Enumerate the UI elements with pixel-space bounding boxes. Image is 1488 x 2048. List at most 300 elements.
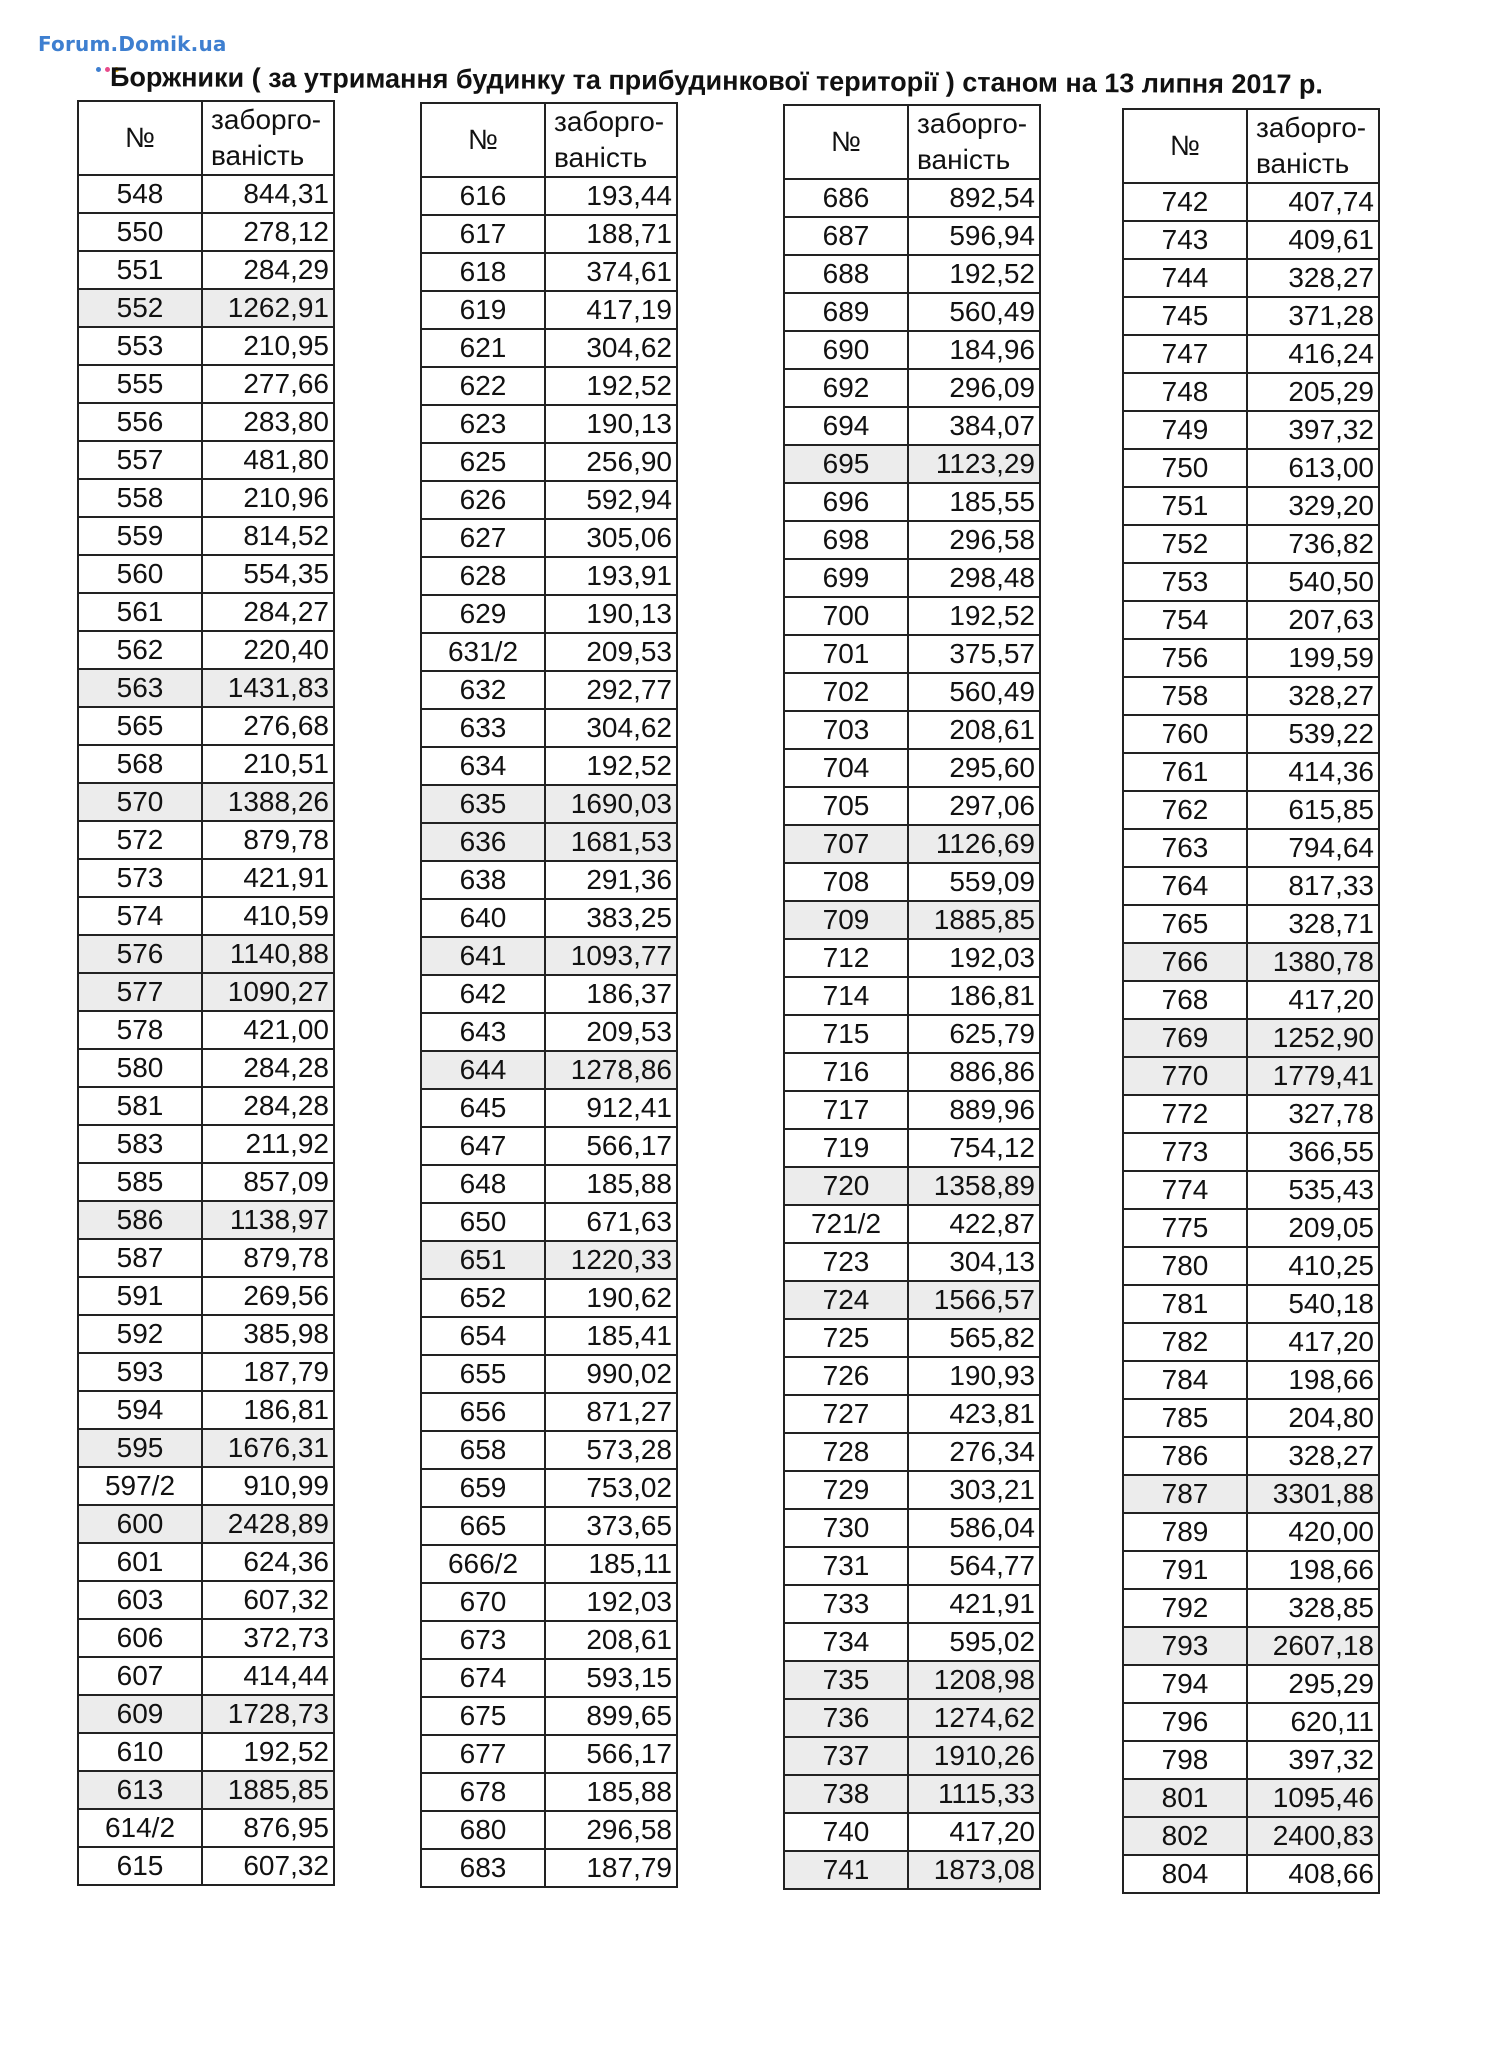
apartment-number: 597/2 bbox=[78, 1467, 202, 1505]
table-row bbox=[78, 403, 334, 441]
debt-amount: 421,00 bbox=[202, 1011, 334, 1049]
table-row bbox=[421, 1393, 677, 1431]
apartment-number: 568 bbox=[78, 745, 202, 783]
table-row bbox=[1123, 259, 1379, 297]
table-row bbox=[78, 669, 334, 707]
debt-amount: 414,44 bbox=[202, 1657, 334, 1695]
table-row bbox=[1123, 943, 1379, 981]
apartment-number: 574 bbox=[78, 897, 202, 935]
table-row bbox=[1123, 639, 1379, 677]
debt-amount: 817,33 bbox=[1247, 867, 1379, 905]
table-row bbox=[784, 635, 1040, 673]
debt-amount: 291,36 bbox=[545, 861, 677, 899]
table-row bbox=[1123, 1133, 1379, 1171]
table-row bbox=[784, 1851, 1040, 1889]
debt-amount: 295,29 bbox=[1247, 1665, 1379, 1703]
apartment-number: 613 bbox=[78, 1771, 202, 1809]
debt-amount: 373,65 bbox=[545, 1507, 677, 1545]
table-row bbox=[78, 1581, 334, 1619]
apartment-number: 738 bbox=[784, 1775, 908, 1813]
apartment-number: 690 bbox=[784, 331, 908, 369]
debt-amount: 607,32 bbox=[202, 1581, 334, 1619]
apartment-number: 751 bbox=[1123, 487, 1247, 525]
apartment-number: 780 bbox=[1123, 1247, 1247, 1285]
debt-amount: 185,88 bbox=[545, 1773, 677, 1811]
debt-amount: 256,90 bbox=[545, 443, 677, 481]
table-row bbox=[784, 749, 1040, 787]
table-row bbox=[421, 1355, 677, 1393]
table-row bbox=[784, 1813, 1040, 1851]
table-row bbox=[78, 1011, 334, 1049]
debt-amount: 620,11 bbox=[1247, 1703, 1379, 1741]
header-debt-line2: ваність bbox=[1256, 148, 1350, 179]
apartment-number: 720 bbox=[784, 1167, 908, 1205]
debt-amount: 284,29 bbox=[202, 251, 334, 289]
table-row bbox=[78, 707, 334, 745]
apartment-number: 765 bbox=[1123, 905, 1247, 943]
apartment-number: 603 bbox=[78, 1581, 202, 1619]
debt-amount: 912,41 bbox=[545, 1089, 677, 1127]
apartment-number: 601 bbox=[78, 1543, 202, 1581]
apartment-number: 674 bbox=[421, 1659, 545, 1697]
debt-amount: 190,93 bbox=[908, 1357, 1040, 1395]
apartment-number: 553 bbox=[78, 327, 202, 365]
apartment-number: 747 bbox=[1123, 335, 1247, 373]
table-row bbox=[784, 255, 1040, 293]
table-row bbox=[784, 559, 1040, 597]
table-row bbox=[1123, 905, 1379, 943]
debt-amount: 1140,88 bbox=[202, 935, 334, 973]
debt-amount: 876,95 bbox=[202, 1809, 334, 1847]
table-row bbox=[784, 1433, 1040, 1471]
debt-amount: 892,54 bbox=[908, 179, 1040, 217]
debt-amount: 814,52 bbox=[202, 517, 334, 555]
table-row bbox=[78, 859, 334, 897]
table-row bbox=[1123, 335, 1379, 373]
watermark: Forum.Domik.ua bbox=[38, 32, 227, 56]
debt-amount: 417,19 bbox=[545, 291, 677, 329]
table-row bbox=[784, 787, 1040, 825]
apartment-number: 585 bbox=[78, 1163, 202, 1201]
table-row bbox=[1123, 1019, 1379, 1057]
debt-amount: 277,66 bbox=[202, 365, 334, 403]
table-row bbox=[421, 975, 677, 1013]
apartment-number: 557 bbox=[78, 441, 202, 479]
apartment-number: 730 bbox=[784, 1509, 908, 1547]
table-row bbox=[78, 1505, 334, 1543]
apartment-number: 643 bbox=[421, 1013, 545, 1051]
debt-amount: 209,53 bbox=[545, 1013, 677, 1051]
debt-amount: 184,96 bbox=[908, 331, 1040, 369]
table-row bbox=[421, 1431, 677, 1469]
debt-amount: 284,28 bbox=[202, 1087, 334, 1125]
table-row bbox=[784, 407, 1040, 445]
apartment-number: 754 bbox=[1123, 601, 1247, 639]
apartment-number: 677 bbox=[421, 1735, 545, 1773]
debt-amount: 1681,53 bbox=[545, 823, 677, 861]
apartment-number: 562 bbox=[78, 631, 202, 669]
apartment-number: 625 bbox=[421, 443, 545, 481]
apartment-number: 607 bbox=[78, 1657, 202, 1695]
table-row bbox=[78, 1809, 334, 1847]
debt-amount: 328,27 bbox=[1247, 1437, 1379, 1475]
apartment-number: 768 bbox=[1123, 981, 1247, 1019]
apartment-number: 781 bbox=[1123, 1285, 1247, 1323]
table-row bbox=[784, 939, 1040, 977]
table-row bbox=[1123, 1209, 1379, 1247]
apartment-number: 698 bbox=[784, 521, 908, 559]
debt-amount: 284,27 bbox=[202, 593, 334, 631]
debt-amount: 607,32 bbox=[202, 1847, 334, 1885]
debt-amount: 328,27 bbox=[1247, 677, 1379, 715]
debt-amount: 2400,83 bbox=[1247, 1817, 1379, 1855]
debt-amount: 559,09 bbox=[908, 863, 1040, 901]
debt-amount: 210,51 bbox=[202, 745, 334, 783]
table-row bbox=[421, 899, 677, 937]
table-row bbox=[1123, 677, 1379, 715]
debt-amount: 410,25 bbox=[1247, 1247, 1379, 1285]
apartment-number: 702 bbox=[784, 673, 908, 711]
debt-amount: 383,25 bbox=[545, 899, 677, 937]
apartment-number: 796 bbox=[1123, 1703, 1247, 1741]
debt-amount: 794,64 bbox=[1247, 829, 1379, 867]
table-row bbox=[784, 293, 1040, 331]
debt-amount: 185,41 bbox=[545, 1317, 677, 1355]
table-row bbox=[78, 1353, 334, 1391]
debt-amount: 327,78 bbox=[1247, 1095, 1379, 1133]
apartment-number: 769 bbox=[1123, 1019, 1247, 1057]
debt-amount: 421,91 bbox=[202, 859, 334, 897]
debt-amount: 422,87 bbox=[908, 1205, 1040, 1243]
apartment-number: 793 bbox=[1123, 1627, 1247, 1665]
table-row bbox=[421, 1469, 677, 1507]
apartment-number: 617 bbox=[421, 215, 545, 253]
table-row bbox=[421, 1735, 677, 1773]
table-row bbox=[784, 1319, 1040, 1357]
table-row bbox=[78, 1657, 334, 1695]
apartment-number: 627 bbox=[421, 519, 545, 557]
debt-amount: 188,71 bbox=[545, 215, 677, 253]
apartment-number: 745 bbox=[1123, 297, 1247, 335]
apartment-number: 652 bbox=[421, 1279, 545, 1317]
debt-amount: 899,65 bbox=[545, 1697, 677, 1735]
debt-amount: 417,20 bbox=[908, 1813, 1040, 1851]
apartment-number: 744 bbox=[1123, 259, 1247, 297]
table-row bbox=[421, 367, 677, 405]
apartment-number: 642 bbox=[421, 975, 545, 1013]
table-row bbox=[784, 521, 1040, 559]
debt-amount: 304,13 bbox=[908, 1243, 1040, 1281]
apartment-number: 610 bbox=[78, 1733, 202, 1771]
table-row bbox=[784, 1053, 1040, 1091]
apartment-number: 587 bbox=[78, 1239, 202, 1277]
apartment-number: 735 bbox=[784, 1661, 908, 1699]
apartment-number: 621 bbox=[421, 329, 545, 367]
table-row bbox=[1123, 1437, 1379, 1475]
apartment-number: 762 bbox=[1123, 791, 1247, 829]
table-row bbox=[784, 1509, 1040, 1547]
debt-amount: 886,86 bbox=[908, 1053, 1040, 1091]
apartment-number: 791 bbox=[1123, 1551, 1247, 1589]
apartment-number: 752 bbox=[1123, 525, 1247, 563]
apartment-number: 703 bbox=[784, 711, 908, 749]
table-row bbox=[78, 1467, 334, 1505]
table-row bbox=[78, 1125, 334, 1163]
table-row bbox=[78, 555, 334, 593]
table-row bbox=[1123, 221, 1379, 259]
apartment-number: 570 bbox=[78, 783, 202, 821]
debt-amount: 1358,89 bbox=[908, 1167, 1040, 1205]
apartment-number: 701 bbox=[784, 635, 908, 673]
apartment-number: 638 bbox=[421, 861, 545, 899]
apartment-number: 673 bbox=[421, 1621, 545, 1659]
apartment-number: 636 bbox=[421, 823, 545, 861]
table-row bbox=[78, 935, 334, 973]
apartment-number: 665 bbox=[421, 1507, 545, 1545]
apartment-number: 650 bbox=[421, 1203, 545, 1241]
apartment-number: 586 bbox=[78, 1201, 202, 1239]
table-row bbox=[1123, 1513, 1379, 1551]
debt-amount: 889,96 bbox=[908, 1091, 1040, 1129]
table-row bbox=[421, 253, 677, 291]
table-row bbox=[78, 1619, 334, 1657]
table-row bbox=[1123, 981, 1379, 1019]
apartment-number: 648 bbox=[421, 1165, 545, 1203]
table-row bbox=[1123, 1247, 1379, 1285]
apartment-number: 628 bbox=[421, 557, 545, 595]
debt-amount: 328,27 bbox=[1247, 259, 1379, 297]
table-row bbox=[784, 977, 1040, 1015]
apartment-number: 716 bbox=[784, 1053, 908, 1091]
table-row bbox=[784, 1585, 1040, 1623]
table-row bbox=[78, 365, 334, 403]
apartment-number: 748 bbox=[1123, 373, 1247, 411]
apartment-number: 623 bbox=[421, 405, 545, 443]
apartment-number: 760 bbox=[1123, 715, 1247, 753]
debt-amount: 1278,86 bbox=[545, 1051, 677, 1089]
table-row bbox=[1123, 487, 1379, 525]
apartment-number: 775 bbox=[1123, 1209, 1247, 1247]
table-row bbox=[784, 1661, 1040, 1699]
apartment-number: 763 bbox=[1123, 829, 1247, 867]
debt-amount: 209,05 bbox=[1247, 1209, 1379, 1247]
apartment-number: 749 bbox=[1123, 411, 1247, 449]
table-row bbox=[78, 1391, 334, 1429]
table-row bbox=[784, 673, 1040, 711]
table-header-row bbox=[421, 103, 677, 177]
table-row bbox=[78, 1543, 334, 1581]
apartment-number: 550 bbox=[78, 213, 202, 251]
debt-amount: 186,37 bbox=[545, 975, 677, 1013]
table-row bbox=[1123, 1855, 1379, 1893]
table-row bbox=[784, 901, 1040, 939]
table-row bbox=[1123, 1361, 1379, 1399]
table-row bbox=[78, 821, 334, 859]
debt-amount: 1252,90 bbox=[1247, 1019, 1379, 1057]
debt-amount: 407,74 bbox=[1247, 183, 1379, 221]
debt-amount: 1779,41 bbox=[1247, 1057, 1379, 1095]
debt-amount: 186,81 bbox=[908, 977, 1040, 1015]
table-row bbox=[1123, 1551, 1379, 1589]
table-row bbox=[1123, 525, 1379, 563]
apartment-number: 580 bbox=[78, 1049, 202, 1087]
table-row bbox=[784, 1205, 1040, 1243]
apartment-number: 723 bbox=[784, 1243, 908, 1281]
debt-amount: 269,56 bbox=[202, 1277, 334, 1315]
apartment-number: 595 bbox=[78, 1429, 202, 1467]
debt-amount: 328,71 bbox=[1247, 905, 1379, 943]
apartment-number: 565 bbox=[78, 707, 202, 745]
table-row bbox=[421, 1051, 677, 1089]
debt-amount: 844,31 bbox=[202, 175, 334, 213]
debt-amount: 624,36 bbox=[202, 1543, 334, 1581]
apartment-number: 782 bbox=[1123, 1323, 1247, 1361]
header-debt-line2: ваність bbox=[554, 142, 648, 173]
debt-amount: 736,82 bbox=[1247, 525, 1379, 563]
table-row bbox=[784, 1091, 1040, 1129]
header-debt bbox=[908, 105, 1040, 179]
debt-amount: 284,28 bbox=[202, 1049, 334, 1087]
debt-amount: 329,20 bbox=[1247, 487, 1379, 525]
table-row bbox=[784, 825, 1040, 863]
table-row bbox=[1123, 449, 1379, 487]
debt-amount: 295,60 bbox=[908, 749, 1040, 787]
debt-amount: 560,49 bbox=[908, 293, 1040, 331]
table-row bbox=[1123, 411, 1379, 449]
table-row bbox=[421, 1013, 677, 1051]
table-row bbox=[78, 517, 334, 555]
header-debt bbox=[202, 101, 334, 175]
table-row bbox=[421, 823, 677, 861]
table-row bbox=[421, 785, 677, 823]
table-row bbox=[1123, 1627, 1379, 1665]
apartment-number: 614/2 bbox=[78, 1809, 202, 1847]
debt-amount: 753,02 bbox=[545, 1469, 677, 1507]
apartment-number: 578 bbox=[78, 1011, 202, 1049]
debt-amount: 298,48 bbox=[908, 559, 1040, 597]
apartment-number: 731 bbox=[784, 1547, 908, 1585]
apartment-number: 714 bbox=[784, 977, 908, 1015]
apartment-number: 573 bbox=[78, 859, 202, 897]
table-row bbox=[784, 1395, 1040, 1433]
debt-amount: 185,55 bbox=[908, 483, 1040, 521]
table-row bbox=[78, 1695, 334, 1733]
table-row bbox=[1123, 867, 1379, 905]
table-row bbox=[1123, 1741, 1379, 1779]
debt-amount: 207,63 bbox=[1247, 601, 1379, 639]
debt-amount: 566,17 bbox=[545, 1735, 677, 1773]
apartment-number: 798 bbox=[1123, 1741, 1247, 1779]
debt-amount: 1093,77 bbox=[545, 937, 677, 975]
apartment-number: 712 bbox=[784, 939, 908, 977]
table-row bbox=[421, 937, 677, 975]
debt-amount: 187,79 bbox=[202, 1353, 334, 1391]
table-row bbox=[421, 405, 677, 443]
debt-amount: 3301,88 bbox=[1247, 1475, 1379, 1513]
table-row bbox=[1123, 1703, 1379, 1741]
debt-amount: 1090,27 bbox=[202, 973, 334, 1011]
apartment-number: 593 bbox=[78, 1353, 202, 1391]
debt-amount: 193,44 bbox=[545, 177, 677, 215]
debt-amount: 1274,62 bbox=[908, 1699, 1040, 1737]
apartment-number: 619 bbox=[421, 291, 545, 329]
apartment-number: 678 bbox=[421, 1773, 545, 1811]
debt-amount: 1676,31 bbox=[202, 1429, 334, 1467]
debt-amount: 2428,89 bbox=[202, 1505, 334, 1543]
table-row bbox=[784, 179, 1040, 217]
debt-amount: 566,17 bbox=[545, 1127, 677, 1165]
apartment-number: 696 bbox=[784, 483, 908, 521]
apartment-number: 552 bbox=[78, 289, 202, 327]
apartment-number: 632 bbox=[421, 671, 545, 709]
apartment-number: 770 bbox=[1123, 1057, 1247, 1095]
table-row bbox=[421, 329, 677, 367]
apartment-number: 656 bbox=[421, 1393, 545, 1431]
apartment-number: 559 bbox=[78, 517, 202, 555]
table-row bbox=[421, 1583, 677, 1621]
debt-amount: 305,06 bbox=[545, 519, 677, 557]
apartment-number: 548 bbox=[78, 175, 202, 213]
table-row bbox=[784, 1281, 1040, 1319]
table-row bbox=[78, 973, 334, 1011]
table-row bbox=[421, 1621, 677, 1659]
apartment-number: 727 bbox=[784, 1395, 908, 1433]
table-row bbox=[421, 1241, 677, 1279]
debt-amount: 417,20 bbox=[1247, 981, 1379, 1019]
table-row bbox=[421, 443, 677, 481]
debt-amount: 220,40 bbox=[202, 631, 334, 669]
table-row bbox=[78, 783, 334, 821]
apartment-number: 616 bbox=[421, 177, 545, 215]
table-row bbox=[1123, 1095, 1379, 1133]
debt-amount: 375,57 bbox=[908, 635, 1040, 673]
debt-table-1 bbox=[77, 100, 335, 1886]
table-row bbox=[784, 1167, 1040, 1205]
debt-amount: 296,58 bbox=[908, 521, 1040, 559]
apartment-number: 784 bbox=[1123, 1361, 1247, 1399]
apartment-number: 651 bbox=[421, 1241, 545, 1279]
table-row bbox=[421, 1127, 677, 1165]
debt-amount: 192,03 bbox=[908, 939, 1040, 977]
debt-table-4 bbox=[1122, 108, 1380, 1894]
apartment-number: 592 bbox=[78, 1315, 202, 1353]
debt-amount: 593,15 bbox=[545, 1659, 677, 1697]
header-debt-line2: ваність bbox=[917, 144, 1011, 175]
debt-amount: 199,59 bbox=[1247, 639, 1379, 677]
debt-amount: 2607,18 bbox=[1247, 1627, 1379, 1665]
debt-amount: 397,32 bbox=[1247, 1741, 1379, 1779]
debt-amount: 292,77 bbox=[545, 671, 677, 709]
table-row bbox=[784, 331, 1040, 369]
table-row bbox=[784, 1699, 1040, 1737]
debt-amount: 366,55 bbox=[1247, 1133, 1379, 1171]
apartment-number: 647 bbox=[421, 1127, 545, 1165]
apartment-number: 640 bbox=[421, 899, 545, 937]
table-row bbox=[1123, 183, 1379, 221]
debt-amount: 193,91 bbox=[545, 557, 677, 595]
apartment-number: 563 bbox=[78, 669, 202, 707]
debt-amount: 211,92 bbox=[202, 1125, 334, 1163]
apartment-number: 558 bbox=[78, 479, 202, 517]
apartment-number: 600 bbox=[78, 1505, 202, 1543]
apartment-number: 641 bbox=[421, 937, 545, 975]
debt-amount: 423,81 bbox=[908, 1395, 1040, 1433]
debt-amount: 1910,26 bbox=[908, 1737, 1040, 1775]
table-row bbox=[421, 633, 677, 671]
table-row bbox=[421, 1811, 677, 1849]
apartment-number: 756 bbox=[1123, 639, 1247, 677]
table-header-row bbox=[78, 101, 334, 175]
